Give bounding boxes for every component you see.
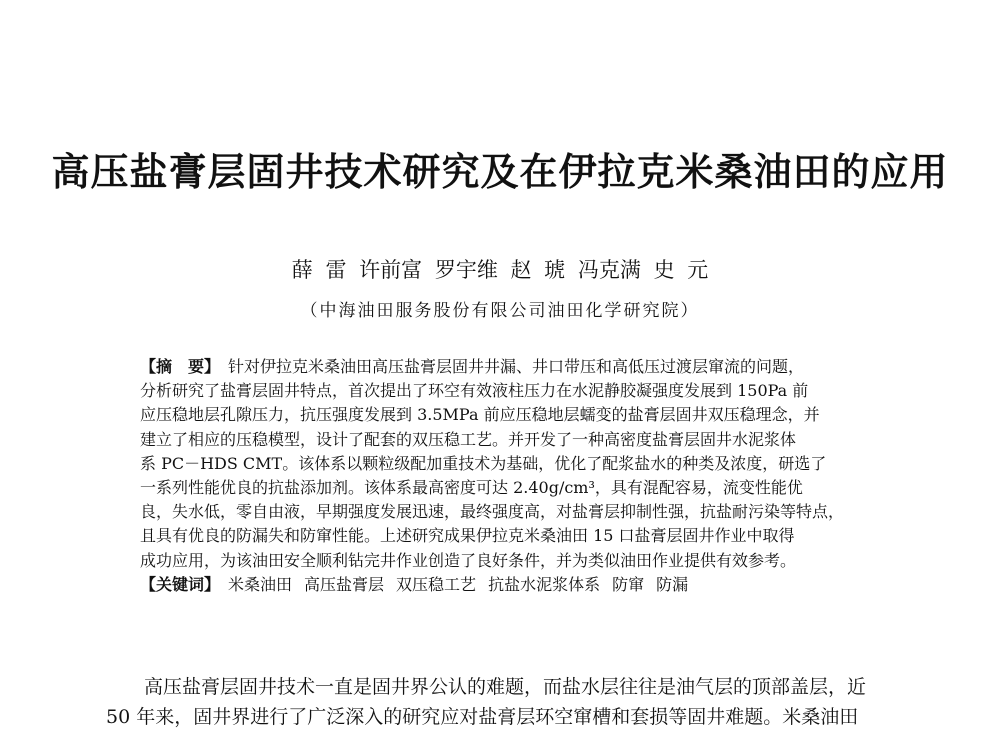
affiliation: （中海油田服务股份有限公司油田化学研究院） bbox=[300, 301, 700, 321]
abstract-line: 成功应用，为该油田安全顺利钻完井作业创造了良好条件，并为类似油田作业提供有效参考。 bbox=[140, 550, 797, 570]
abstract-line: 良，失水低，零自由液，早期强度发展迅速，最终强度高，对盐膏层抑制性强，抗盐耐污染等特点， bbox=[140, 502, 845, 522]
keywords-label: 【关键词】 bbox=[140, 574, 221, 594]
body-paragraph bbox=[106, 672, 906, 732]
keyword: 双压稳工艺 bbox=[396, 574, 477, 594]
abstract-line: 且具有优良的防漏失和防窜性能。上述研究成果伊拉克米桑油田 15 口盐膏层固井作业中取得 bbox=[140, 526, 795, 546]
body-line: 高压盐膏层固井技术一直是固井界公认的难题，而盐水层往往是油气层的顶部盖层，近 bbox=[144, 676, 867, 698]
abstract-line: 建立了相应的压稳模型，设计了配套的双压稳工艺。并开发了一种高密度盐膏层固井水泥浆体 bbox=[140, 429, 797, 449]
body-line: 50 年来，固井界进行了广泛深入的研究应对盐膏层环空窜槽和套损等固井难题。米桑油田 bbox=[106, 706, 859, 728]
abstract-line: 系 PC－HDS CMT。该体系以颗粒级配加重技术为基础，优化了配浆盐水的种类及浓度，研选了 bbox=[140, 453, 827, 473]
paper-title: 高压盐膏层固井技术研究及在伊拉克米桑油田的应用 bbox=[51, 149, 949, 194]
abstract-line: 应压稳地层孔隙压力，抗压强度发展到 3.5MPa 前应压稳地层蠕变的盐膏层固井双压稳理念，并 bbox=[140, 405, 820, 425]
abstract-line: 分析研究了盐膏层固井特点，首次提出了环空有效液柱压力在水泥静胶凝强度发展到 150Pa 前 bbox=[140, 381, 809, 401]
author-list: 薛 雷 许前富 罗宇维 赵 琥 冯克满 史 元 bbox=[291, 258, 709, 282]
abstract-section bbox=[140, 355, 862, 597]
abstract-line: 一系列性能优良的抗盐添加剂。该体系最高密度可达 2.40g/cm³，具有混配容易，流变性能优 bbox=[140, 477, 803, 497]
keyword: 高压盐膏层 bbox=[304, 574, 385, 594]
keyword: 防窜 bbox=[612, 574, 645, 594]
keyword: 抗盐水泥浆体系 bbox=[488, 574, 601, 594]
keyword: 米桑油田 bbox=[228, 574, 293, 594]
abstract-text: 针对伊拉克米桑油田高压盐膏层固井井漏、井口带压和高低压过渡层窜流的问题， bbox=[228, 357, 805, 376]
keyword-list bbox=[228, 575, 688, 594]
abstract-line bbox=[140, 355, 862, 379]
abstract-label: 【摘 要】 bbox=[140, 357, 221, 376]
keyword: 防漏 bbox=[656, 574, 689, 594]
keywords-line bbox=[140, 573, 862, 597]
